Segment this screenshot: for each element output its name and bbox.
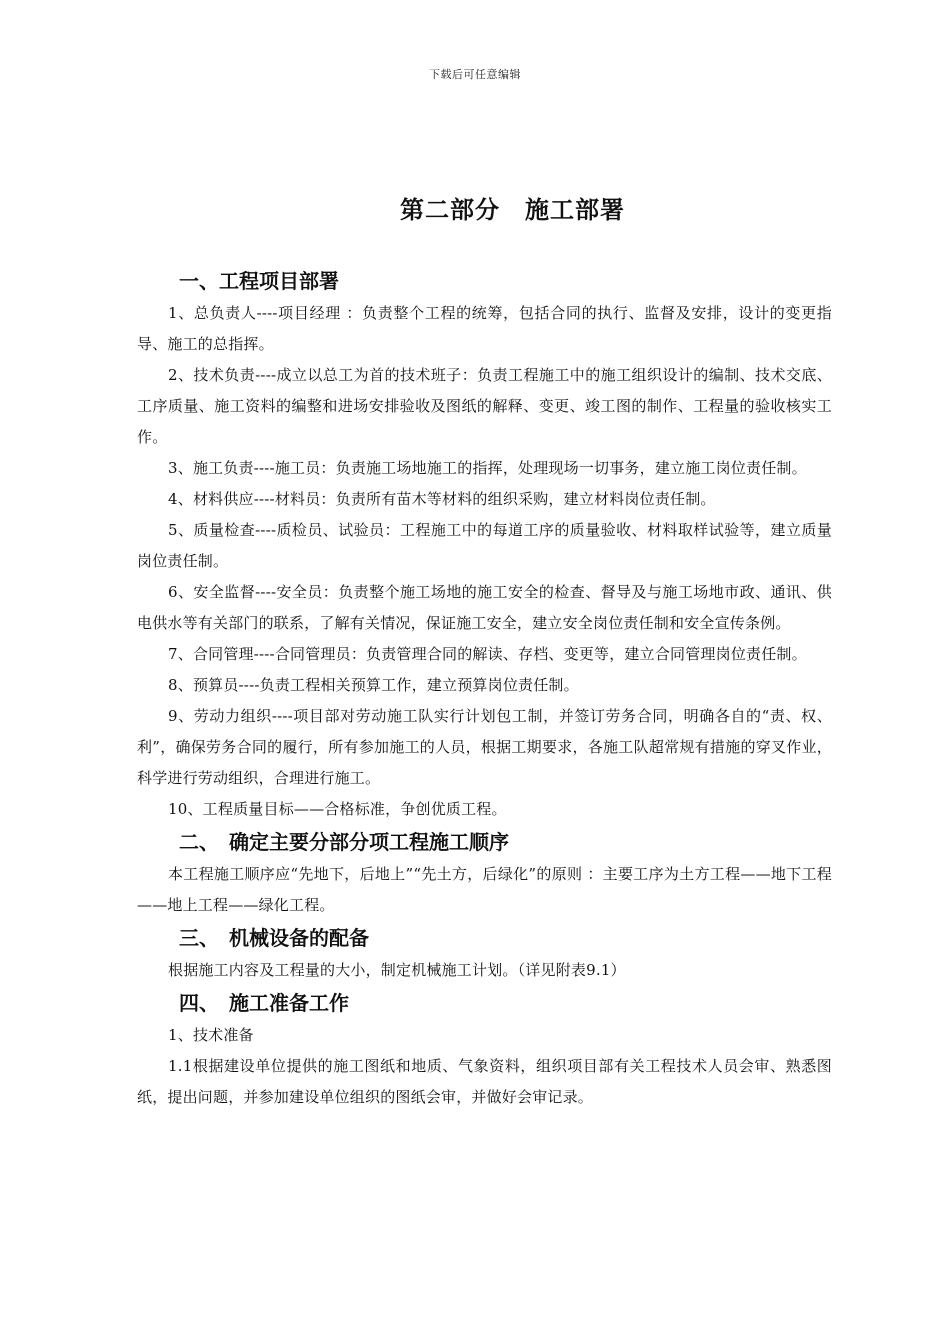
paragraph: 4、材料供应----材料员：负责所有苗木等材料的组织采购，建立材料岗位责任制。: [168, 490, 716, 508]
paragraph: 5、质量检查----质检员、试验员：工程施工中的每道工序的质量验收、材料取样试验等，建立质量岗位责任制。: [137, 521, 832, 570]
paragraph: 本工程施工顺序应“先地下，后地上”“先土方，后绿化”的原则 ：主要工序为土方工程——地下工程——地上工程——绿化工程。: [137, 865, 832, 914]
paragraph: 1、技术准备: [168, 1026, 254, 1044]
paragraph: 3、施工负责----施工员：负责施工场地施工的指挥，处理现场一切事务，建立施工岗位责任制。: [168, 459, 807, 477]
paragraph: 2、技术负责----成立以总工为首的技术班子：负责工程施工中的施工组织设计的编制、技术交底、工序质量、施工资料的编整和进场安排验收及图纸的解释、变更、竣工图的制作、工程量的验收核实工作。: [137, 366, 832, 446]
paragraph: 1.1根据建设单位提供的施工图纸和地质、气象资料，组织项目部有关工程技术人员会审、熟悉图纸，提出问题，并参加建设单位组织的图纸会审，并做好会审记录。: [137, 1057, 832, 1106]
header-note: 下载后可任意编辑: [429, 68, 521, 81]
page-title: 第二部分 施工部署: [400, 196, 625, 224]
paragraph: 7、合同管理----合同管理员：负责管理合同的解读、存档、变更等，建立合同管理岗位责任制。: [168, 645, 807, 663]
section-heading-3: 三、 机械设备的配备: [179, 926, 369, 950]
section-heading-2: 二、 确定主要分部分项工程施工顺序: [179, 830, 509, 854]
paragraph: 10、工程质量目标——合格标准，争创优质工程。: [168, 800, 507, 818]
paragraph: 根据施工内容及工程量的大小，制定机械施工计划。（详见附表9.1）: [168, 961, 626, 979]
section-heading-4: 四、 施工准备工作: [179, 991, 349, 1015]
document-body: [137, 264, 832, 1113]
paragraph: 8、预算员----负责工程相关预算工作，建立预算岗位责任制。: [168, 676, 579, 694]
paragraph: 1、总负责人----项目经理 ：负责整个工程的统筹，包括合同的执行、监督及安排，设计的变更指导、施工的总指挥。: [137, 304, 832, 353]
paragraph: 9、劳动力组织----项目部对劳动施工队实行计划包工制，并签订劳务合同，明确各自的“责、权、利”，确保劳务合同的履行，所有参加施工的人员，根据工期要求，各施工队超常规有措施的穿叉作业，科学进行劳动组织，合理进行施工。: [137, 707, 832, 787]
section-heading-1: 一、工程项目部署: [179, 269, 339, 293]
paragraph: 6、安全监督----安全员：负责整个施工场地的施工安全的检查、督导及与施工场地市政、通讯、供电供水等有关部门的联系，了解有关情况，保证施工安全，建立安全岗位责任制和安全宣传条例。: [137, 583, 832, 632]
